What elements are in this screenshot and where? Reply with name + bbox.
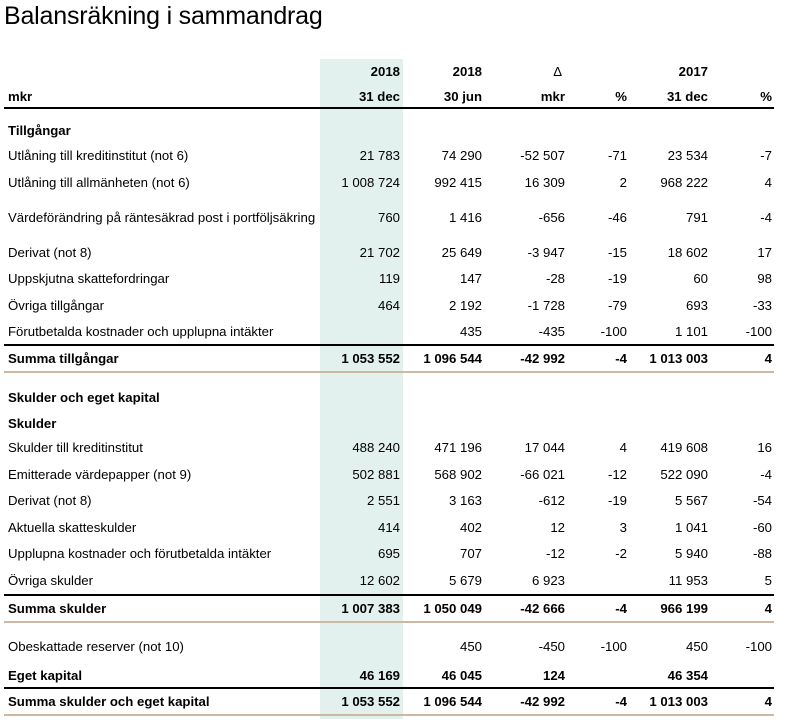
header-col-2017-31dec: 2017: [678, 64, 708, 79]
cell-col-2018-31dec: 1 007 383: [341, 601, 400, 616]
rule-above-summa-total: [4, 687, 774, 689]
cell-col-2018-30jun: 2 192: [448, 298, 482, 313]
cell-col-delta-mkr: -612: [538, 493, 565, 508]
cell-col-2018-31dec: 1 008 724: [341, 175, 400, 190]
cell-col-delta-pct: -4: [615, 601, 627, 616]
rule-above-summa-skulder: [4, 594, 774, 596]
cell-col-delta-pct: -19: [607, 493, 627, 508]
cell-col-2018-30jun: 25 649: [441, 245, 482, 260]
cell-col-delta-mkr: -3 947: [527, 245, 565, 260]
cell-col-2018-31dec: 2 551: [366, 493, 400, 508]
cell-col-2017-pct: -33: [752, 298, 772, 313]
cell-col-delta-pct: -19: [607, 271, 627, 286]
cell-col-delta-mkr: 12: [550, 520, 565, 535]
cell-col-2017-31dec: 18 602: [667, 245, 708, 260]
cell-col-2017-31dec: 60: [693, 271, 708, 286]
cell-col-2017-pct: 4: [764, 175, 772, 190]
row-label: Tillgångar: [8, 123, 71, 138]
cell-col-2017-pct: 17: [757, 245, 772, 260]
cell-col-delta-mkr: -42 666: [520, 601, 565, 616]
cell-col-delta-mkr: -42 992: [520, 694, 565, 709]
cell-col-delta-pct: 2: [619, 175, 627, 190]
cell-col-2018-30jun: 3 163: [448, 493, 482, 508]
cell-col-delta-mkr: -28: [545, 271, 565, 286]
row-label: Skulder: [8, 416, 57, 431]
cell-col-2017-31dec: 450: [685, 639, 708, 654]
cell-col-2017-31dec: 791: [685, 210, 708, 225]
cell-col-2017-31dec: 1 101: [674, 324, 708, 339]
cell-col-2018-31dec: 464: [377, 298, 400, 313]
cell-col-delta-mkr: -42 992: [520, 351, 565, 366]
row-label: Övriga tillgångar: [8, 298, 105, 313]
cell-col-delta-pct: -2: [615, 546, 627, 561]
cell-col-2017-31dec: 693: [685, 298, 708, 313]
cell-col-2018-31dec: 502 881: [352, 467, 400, 482]
cell-col-2017-31dec: 419 608: [660, 440, 708, 455]
cell-col-2017-31dec: 11 953: [668, 573, 708, 588]
header-col-2018-30jun: 2018: [452, 64, 482, 79]
cell-col-2017-31dec: 23 534: [667, 148, 708, 163]
row-label: Förutbetalda kostnader och upplupna intäkter: [8, 324, 274, 339]
header-col-2018-31dec: 2018: [370, 64, 400, 79]
cell-col-2018-30jun: 1 096 544: [423, 694, 482, 709]
cell-col-2018-30jun: 568 902: [434, 467, 482, 482]
cell-col-2018-30jun: 74 290: [441, 148, 482, 163]
cell-col-2017-31dec: 522 090: [660, 467, 708, 482]
cell-col-delta-pct: 3: [619, 520, 627, 535]
cell-col-2017-31dec: 5 567: [674, 493, 708, 508]
cell-col-delta-mkr: -656: [538, 210, 565, 225]
cell-col-2017-31dec: 966 199: [660, 601, 708, 616]
row-label: Aktuella skatteskulder: [8, 520, 137, 535]
cell-col-2017-pct: -4: [760, 210, 772, 225]
cell-col-delta-mkr: -435: [538, 324, 565, 339]
row-label: Skulder och eget kapital: [8, 390, 160, 405]
cell-col-delta-mkr: -66 021: [520, 467, 565, 482]
cell-col-2018-30jun: 1 416: [448, 210, 482, 225]
cell-col-delta-pct: -79: [607, 298, 627, 313]
cell-col-2018-31dec: 1 053 552: [341, 351, 400, 366]
cell-col-delta-pct: -4: [615, 694, 627, 709]
row-label: Summa skulder: [8, 601, 107, 616]
row-label: Summa tillgångar: [8, 351, 119, 366]
rule-below-summa-total: [4, 714, 774, 716]
cell-col-2017-31dec: 1 013 003: [649, 351, 708, 366]
cell-col-2018-31dec: 695: [377, 546, 400, 561]
cell-col-2017-31dec: 5 940: [674, 546, 708, 561]
header-col-2017-31dec-sub: 31 dec: [666, 89, 708, 104]
rule-below-summa-tillgangar: [4, 371, 774, 373]
row-label: Skulder till kreditinstitut: [8, 440, 143, 455]
header-rule: [4, 107, 774, 109]
header-col-delta-pct-sub: %: [615, 89, 627, 104]
cell-col-2017-pct: -60: [752, 520, 772, 535]
cell-col-2017-pct: -100: [745, 639, 772, 654]
cell-col-delta-mkr: 6 923: [531, 573, 565, 588]
cell-col-2017-pct: -7: [760, 148, 772, 163]
cell-col-delta-mkr: 16 309: [524, 175, 565, 190]
row-label: Utlåning till kreditinstitut (not 6): [8, 148, 189, 163]
cell-col-2017-pct: 98: [757, 271, 772, 286]
cell-col-delta-mkr: 17 044: [524, 440, 565, 455]
row-label: Obeskattade reserver (not 10): [8, 639, 184, 654]
cell-col-delta-mkr: -1 728: [527, 298, 565, 313]
row-label: Upplupna kostnader och förutbetalda intäkter: [8, 546, 272, 561]
cell-col-2017-pct: 5: [764, 573, 772, 588]
cell-col-2018-30jun: 46 045: [441, 668, 482, 683]
cell-col-delta-pct: 4: [619, 440, 627, 455]
row-label: Övriga skulder: [8, 573, 94, 588]
header-col-delta-mkr: Δ: [553, 64, 562, 79]
cell-col-2018-31dec: 414: [377, 520, 400, 535]
cell-col-2018-30jun: 147: [459, 271, 482, 286]
header-col-2018-31dec-sub: 31 dec: [358, 89, 400, 104]
cell-col-delta-pct: -4: [615, 351, 627, 366]
cell-col-2017-31dec: 1 041: [674, 520, 708, 535]
cell-col-2018-31dec: 46 169: [359, 668, 400, 683]
cell-col-2018-30jun: 1 096 544: [423, 351, 482, 366]
cell-col-delta-mkr: -12: [545, 546, 565, 561]
cell-col-2018-31dec: 119: [378, 271, 400, 286]
cell-col-2018-31dec: 21 702: [359, 245, 400, 260]
cell-col-delta-pct: -100: [600, 324, 627, 339]
cell-col-2018-30jun: 435: [459, 324, 482, 339]
cell-col-2018-30jun: 471 196: [434, 440, 482, 455]
cell-col-2018-30jun: 707: [459, 546, 482, 561]
cell-col-2018-31dec: 12 602: [359, 573, 400, 588]
row-label: Värdeförändring på räntesäkrad post i portföljsäkring: [8, 210, 316, 225]
cell-col-2018-30jun: 992 415: [434, 175, 482, 190]
rule-below-summa-skulder: [4, 621, 774, 623]
row-label: Utlåning till allmänheten (not 6): [8, 175, 190, 190]
header-col-2017-pct-sub: %: [760, 89, 772, 104]
cell-col-delta-pct: -46: [607, 210, 627, 225]
row-label: Derivat (not 8): [8, 245, 92, 260]
cell-col-2017-pct: -54: [752, 493, 772, 508]
cell-col-2017-31dec: 1 013 003: [649, 694, 708, 709]
cell-col-2017-31dec: 968 222: [660, 175, 708, 190]
cell-col-delta-mkr: -52 507: [520, 148, 565, 163]
cell-col-2018-31dec: 21 783: [359, 148, 400, 163]
header-col-delta-mkr-sub: mkr: [540, 89, 565, 104]
cell-col-2018-31dec: 760: [377, 210, 400, 225]
cell-col-2017-pct: -4: [760, 467, 772, 482]
cell-col-2017-pct: 4: [764, 351, 772, 366]
cell-col-delta-pct: -71: [607, 148, 627, 163]
cell-col-2017-31dec: 46 354: [667, 668, 708, 683]
cell-col-delta-pct: -15: [607, 245, 627, 260]
cell-col-delta-mkr: -450: [538, 639, 565, 654]
cell-col-2018-30jun: 402: [459, 520, 482, 535]
header-col-2018-30jun-sub: 30 jun: [443, 89, 482, 104]
cell-col-2017-pct: 4: [764, 694, 772, 709]
row-label: Derivat (not 8): [8, 493, 92, 508]
cell-col-delta-mkr: 124: [542, 668, 565, 683]
row-label: Summa skulder och eget kapital: [8, 694, 210, 709]
header-unit-label: mkr: [8, 89, 33, 104]
cell-col-delta-pct: -12: [607, 467, 627, 482]
row-label: Uppskjutna skattefordringar: [8, 271, 170, 286]
cell-col-2017-pct: 16: [757, 440, 772, 455]
rule-above-summa-tillgangar: [4, 344, 774, 346]
cell-col-2017-pct: -100: [745, 324, 772, 339]
cell-col-2018-31dec: 488 240: [352, 440, 400, 455]
cell-col-2018-31dec: 1 053 552: [341, 694, 400, 709]
cell-col-2017-pct: -88: [752, 546, 772, 561]
cell-col-delta-pct: -100: [600, 639, 627, 654]
cell-col-2018-30jun: 1 050 049: [423, 601, 482, 616]
cell-col-2018-30jun: 5 679: [448, 573, 482, 588]
cell-col-2018-30jun: 450: [459, 639, 482, 654]
row-label: Emitterade värdepapper (not 9): [8, 467, 192, 482]
row-label: Eget kapital: [8, 668, 83, 683]
page-title: Balansräkning i sammandrag: [4, 2, 323, 30]
cell-col-2017-pct: 4: [764, 601, 772, 616]
